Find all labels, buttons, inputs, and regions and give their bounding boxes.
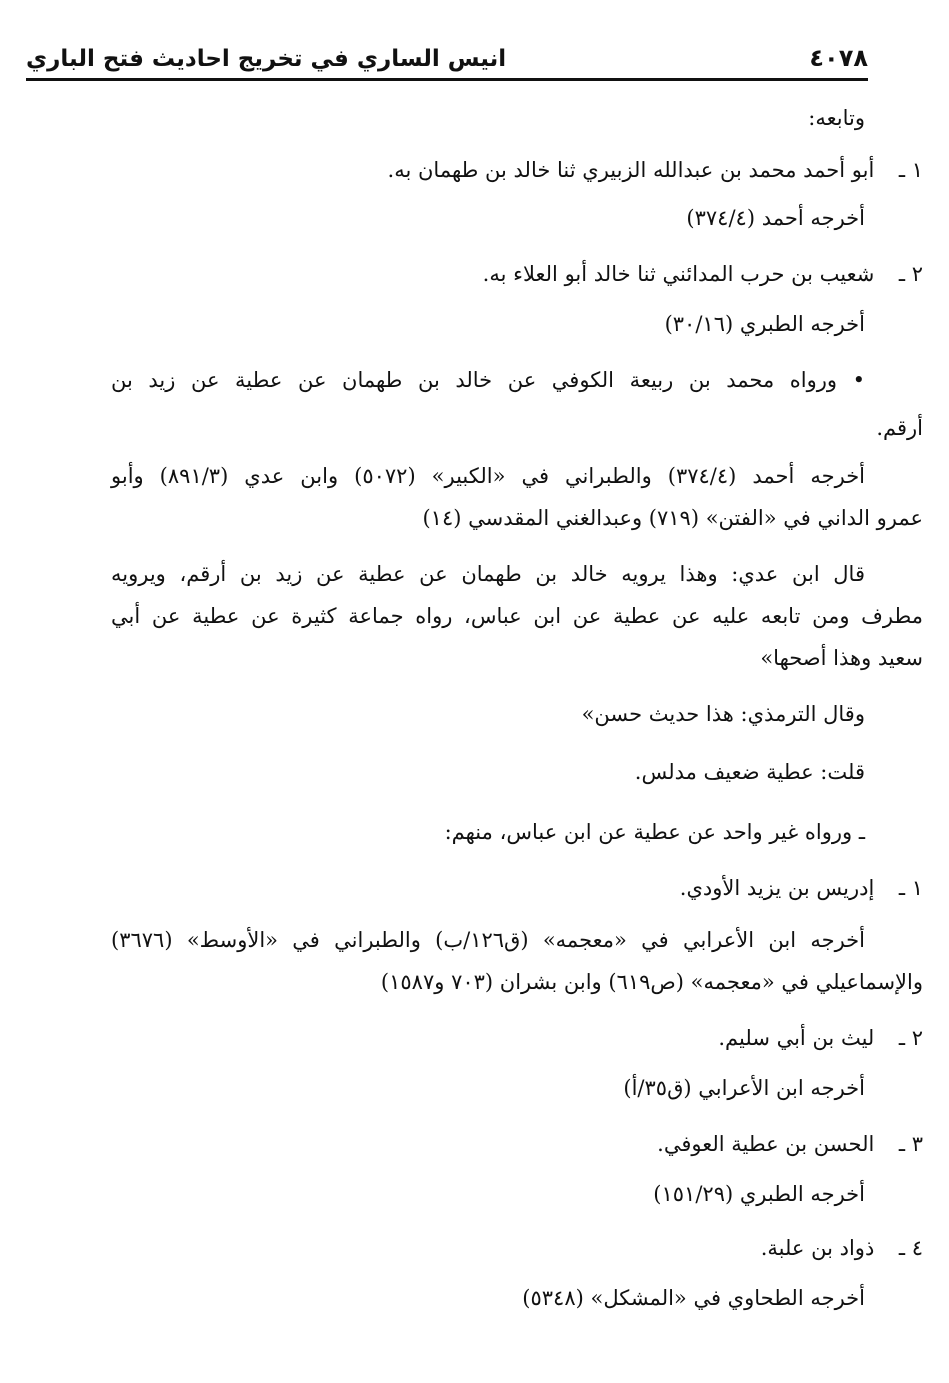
citation-line: أخرجه ابن الأعرابي (ق٣٥/أ) — [623, 1076, 865, 1100]
item-number: ١ ـ — [898, 158, 923, 182]
paragraph-line: قلت: عطية ضعيف مدلس. — [634, 760, 865, 784]
numbered-item — [657, 1122, 923, 1166]
item-number: ١ ـ — [898, 876, 923, 900]
item-text: الحسن بن عطية العوفي. — [657, 1132, 875, 1156]
item-number: ٢ ـ — [898, 1026, 923, 1050]
paragraph-line: أرقم. — [876, 416, 923, 440]
citation-line: أخرجه الطبري (١٥١/٢٩) — [653, 1182, 865, 1206]
numbered-item — [718, 1016, 923, 1060]
item-text: شعيب بن حرب المدائني ثنا خالد أبو العلاء به. — [482, 262, 875, 286]
citation-line: أخرجه الطحاوي في «المشكل» (٥٣٤٨) — [522, 1286, 865, 1310]
paragraph-line: مطرف ومن تابعه عليه عن عطية عن ابن عباس، رواه جماعة كثيرة عن عطية عن أبي — [111, 604, 923, 628]
item-number: ٣ ـ — [898, 1132, 923, 1156]
numbered-item — [483, 252, 923, 296]
item-text: ذواد بن علبة. — [760, 1236, 875, 1260]
numbered-item — [761, 1226, 923, 1270]
paragraph-line: أخرجه أحمد (٣٧٤/٤) والطبراني في «الكبير» (٥٠٧٢) وابن عدي (٨٩١/٣) وأبو — [111, 464, 866, 488]
paragraph-line: وتابعه: — [808, 106, 865, 130]
paragraph-line: عمرو الداني في «الفتن» (٧١٩) وعبدالغني المقدسي (١٤) — [422, 506, 923, 530]
page-number: ٤٠٧٨ — [809, 44, 868, 72]
citation-line: والإسماعيلي في «معجمه» (ص٦١٩) وابن بشران (٧٠٣ و١٥٨٧) — [380, 970, 923, 994]
item-text: إدريس بن يزيد الأودي. — [679, 876, 875, 900]
page-header — [26, 30, 868, 81]
numbered-item — [388, 148, 923, 192]
running-title: انيس الساري في تخريج احاديث فتح الباري — [26, 46, 507, 72]
citation-line: أخرجه ابن الأعرابي في «معجمه» (ق١٢٦/ب) والطبراني في «الأوسط» (٣٦٧٦) — [111, 928, 866, 952]
paragraph-line: وقال الترمذي: هذا حديث حسن» — [581, 702, 865, 726]
item-number: ٤ ـ — [898, 1236, 923, 1260]
item-text: ليث بن أبي سليم. — [718, 1026, 875, 1050]
paragraph-line: سعيد وهذا أصحها» — [760, 646, 923, 670]
paragraph-line: قال ابن عدي: وهذا يرويه خالد بن طهمان عن عطية عن زيد بن أرقم، ويرويه — [111, 562, 865, 586]
paragraph-line: ـ ورواه غير واحد عن عطية عن ابن عباس، منهم: — [444, 820, 865, 844]
paragraph-line: • ورواه محمد بن ربيعة الكوفي عن خالد بن طهمان عن عطية عن زيد بن — [111, 368, 865, 392]
item-number: ٢ ـ — [898, 262, 923, 286]
item-text: أبو أحمد محمد بن عبدالله الزبيري ثنا خالد بن طهمان به. — [387, 158, 875, 182]
citation-line: أخرجه أحمد (٣٧٤/٤) — [686, 206, 865, 230]
citation-line: أخرجه الطبري (٣٠/١٦) — [664, 312, 865, 336]
numbered-item — [680, 866, 923, 910]
